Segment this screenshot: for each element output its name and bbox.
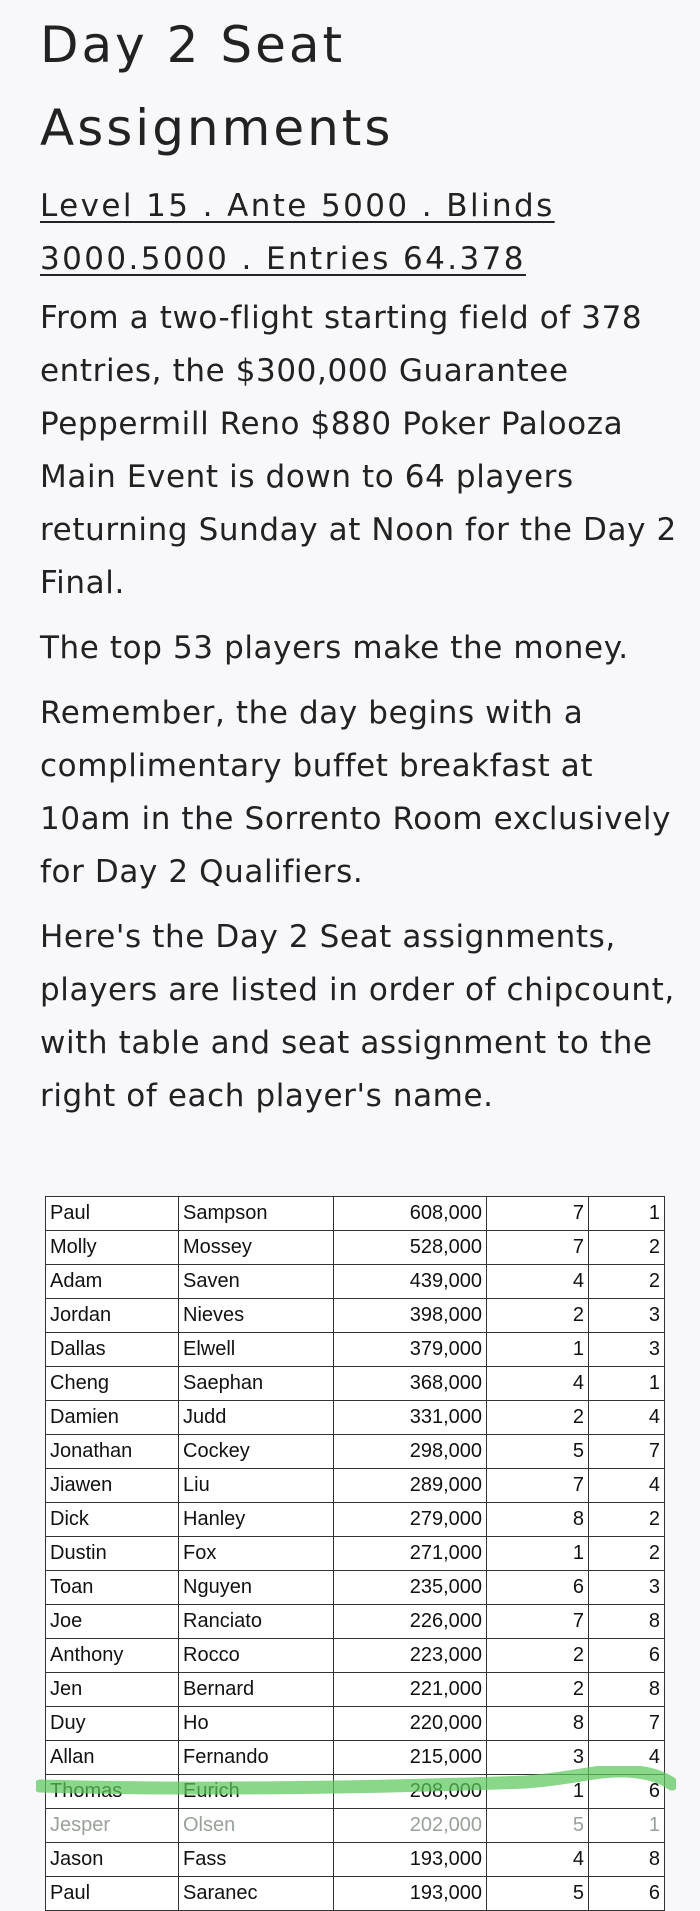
last-name-cell: Fass (179, 1843, 334, 1877)
last-name-cell: Judd (179, 1401, 334, 1435)
table-row (46, 1469, 665, 1503)
last-name-cell: Elwell (179, 1333, 334, 1367)
table-row (46, 1741, 665, 1775)
seat-number-cell: 6 (589, 1877, 665, 1911)
chip-count-cell: 379,000 (334, 1333, 487, 1367)
last-name-cell: Nieves (179, 1299, 334, 1333)
chip-count-cell: 235,000 (334, 1571, 487, 1605)
chip-count-cell: 368,000 (334, 1367, 487, 1401)
last-name-cell: Cockey (179, 1435, 334, 1469)
table-number-cell: 4 (487, 1843, 589, 1877)
last-name-cell: Fox (179, 1537, 334, 1571)
article (40, 0, 680, 1123)
chip-count-cell: 193,000 (334, 1843, 487, 1877)
table-row (46, 1265, 665, 1299)
table-number-cell: 8 (487, 1707, 589, 1741)
seat-number-cell: 2 (589, 1231, 665, 1265)
seat-number-cell: 3 (589, 1333, 665, 1367)
table-number-cell: 5 (487, 1809, 589, 1843)
seat-number-cell: 2 (589, 1265, 665, 1299)
first-name-cell: Anthony (46, 1639, 179, 1673)
seat-number-cell: 1 (589, 1809, 665, 1843)
chip-count-cell: 202,000 (334, 1809, 487, 1843)
last-name-cell: Fernando (179, 1741, 334, 1775)
seat-number-cell: 4 (589, 1741, 665, 1775)
seat-number-cell: 8 (589, 1673, 665, 1707)
first-name-cell: Jason (46, 1843, 179, 1877)
chip-count-cell: 220,000 (334, 1707, 487, 1741)
chip-count-cell: 193,000 (334, 1877, 487, 1911)
table-row (46, 1401, 665, 1435)
table-row (46, 1605, 665, 1639)
last-name-cell: Hanley (179, 1503, 334, 1537)
last-name-cell: Saranec (179, 1877, 334, 1911)
first-name-cell: Adam (46, 1265, 179, 1299)
table-row (46, 1333, 665, 1367)
table-number-cell: 7 (487, 1605, 589, 1639)
seat-number-cell: 7 (589, 1435, 665, 1469)
seat-number-cell: 4 (589, 1401, 665, 1435)
seat-number-cell: 8 (589, 1605, 665, 1639)
last-name-cell: Sampson (179, 1197, 334, 1231)
chip-count-cell: 215,000 (334, 1741, 487, 1775)
table-row (46, 1537, 665, 1571)
table-row (46, 1843, 665, 1877)
last-name-cell: Mossey (179, 1231, 334, 1265)
table-number-cell: 2 (487, 1401, 589, 1435)
table-number-cell: 5 (487, 1435, 589, 1469)
seat-number-cell: 1 (589, 1367, 665, 1401)
seat-number-cell: 6 (589, 1775, 665, 1809)
last-name-cell: Saephan (179, 1367, 334, 1401)
chip-count-cell: 289,000 (334, 1469, 487, 1503)
table-number-cell: 2 (487, 1299, 589, 1333)
last-name-cell: Ranciato (179, 1605, 334, 1639)
table-row (46, 1639, 665, 1673)
first-name-cell: Jordan (46, 1299, 179, 1333)
seat-number-cell: 2 (589, 1537, 665, 1571)
table-number-cell: 8 (487, 1503, 589, 1537)
level-info-link[interactable]: Level 15 . Ante 5000 . Blinds 3000.5000 . Entries 64.378 (40, 188, 555, 277)
first-name-cell: Jonathan (46, 1435, 179, 1469)
first-name-cell: Damien (46, 1401, 179, 1435)
first-name-cell: Allan (46, 1741, 179, 1775)
table-row (46, 1775, 665, 1809)
table-row (46, 1673, 665, 1707)
last-name-cell: Ho (179, 1707, 334, 1741)
chip-count-cell: 608,000 (334, 1197, 487, 1231)
table-number-cell: 1 (487, 1537, 589, 1571)
last-name-cell: Nguyen (179, 1571, 334, 1605)
chip-count-cell: 208,000 (334, 1775, 487, 1809)
seat-number-cell: 6 (589, 1639, 665, 1673)
table-row (46, 1809, 665, 1843)
first-name-cell: Toan (46, 1571, 179, 1605)
chip-count-cell: 398,000 (334, 1299, 487, 1333)
seat-number-cell: 2 (589, 1503, 665, 1537)
table-row (46, 1435, 665, 1469)
chip-count-cell: 331,000 (334, 1401, 487, 1435)
last-name-cell: Bernard (179, 1673, 334, 1707)
table-row (46, 1367, 665, 1401)
table-number-cell: 7 (487, 1197, 589, 1231)
table-number-cell: 4 (487, 1265, 589, 1299)
first-name-cell: Thomas (46, 1775, 179, 1809)
chip-count-cell: 439,000 (334, 1265, 487, 1299)
table-row (46, 1707, 665, 1741)
chip-count-cell: 221,000 (334, 1673, 487, 1707)
seat-number-cell: 3 (589, 1299, 665, 1333)
first-name-cell: Cheng (46, 1367, 179, 1401)
table-row (46, 1503, 665, 1537)
first-name-cell: Jen (46, 1673, 179, 1707)
intro-paragraph: From a two-flight starting field of 378 entries, the $300,000 Guarantee Peppermill Reno $880 Poker Palooza Main Event is down to 64 players returning Sunday at Noon for the Day 2 Final. (40, 300, 677, 601)
last-name-cell: Eurich (179, 1775, 334, 1809)
table-number-cell: 2 (487, 1639, 589, 1673)
table-number-cell: 7 (487, 1231, 589, 1265)
chip-count-cell: 223,000 (334, 1639, 487, 1673)
money-paragraph: The top 53 players make the money. (40, 630, 629, 666)
seat-number-cell: 4 (589, 1469, 665, 1503)
first-name-cell: Molly (46, 1231, 179, 1265)
first-name-cell: Duy (46, 1707, 179, 1741)
last-name-cell: Saven (179, 1265, 334, 1299)
table-number-cell: 4 (487, 1367, 589, 1401)
table-number-cell: 5 (487, 1877, 589, 1911)
table-row (46, 1571, 665, 1605)
table-number-cell: 1 (487, 1775, 589, 1809)
seat-info-paragraph: Here's the Day 2 Seat assignments, players are listed in order of chipcount, with table and seat assignment to the right of each player's name. (40, 919, 675, 1114)
page-title: Day 2 Seat Assignments (40, 16, 394, 157)
seat-table-body (46, 1197, 665, 1911)
chip-count-cell: 226,000 (334, 1605, 487, 1639)
table-number-cell: 3 (487, 1741, 589, 1775)
table-number-cell: 7 (487, 1469, 589, 1503)
table-number-cell: 6 (487, 1571, 589, 1605)
first-name-cell: Paul (46, 1197, 179, 1231)
seat-number-cell: 8 (589, 1843, 665, 1877)
table-number-cell: 1 (487, 1333, 589, 1367)
first-name-cell: Dallas (46, 1333, 179, 1367)
last-name-cell: Liu (179, 1469, 334, 1503)
chip-count-cell: 528,000 (334, 1231, 487, 1265)
seat-number-cell: 3 (589, 1571, 665, 1605)
first-name-cell: Dick (46, 1503, 179, 1537)
table-row (46, 1877, 665, 1911)
first-name-cell: Paul (46, 1877, 179, 1911)
chip-count-cell: 279,000 (334, 1503, 487, 1537)
first-name-cell: Jiawen (46, 1469, 179, 1503)
first-name-cell: Joe (46, 1605, 179, 1639)
seat-assignments-table (45, 1196, 665, 1911)
chip-count-cell: 271,000 (334, 1537, 487, 1571)
table-row (46, 1299, 665, 1333)
table-row (46, 1231, 665, 1265)
last-name-cell: Olsen (179, 1809, 334, 1843)
table-row (46, 1197, 665, 1231)
seat-number-cell: 1 (589, 1197, 665, 1231)
last-name-cell: Rocco (179, 1639, 334, 1673)
chip-count-cell: 298,000 (334, 1435, 487, 1469)
first-name-cell: Jesper (46, 1809, 179, 1843)
breakfast-paragraph: Remember, the day begins with a complimentary buffet breakfast at 10am in the Sorrento Room exclusively for Day 2 Qualifiers. (40, 695, 672, 890)
first-name-cell: Dustin (46, 1537, 179, 1571)
table-number-cell: 2 (487, 1673, 589, 1707)
seat-number-cell: 7 (589, 1707, 665, 1741)
